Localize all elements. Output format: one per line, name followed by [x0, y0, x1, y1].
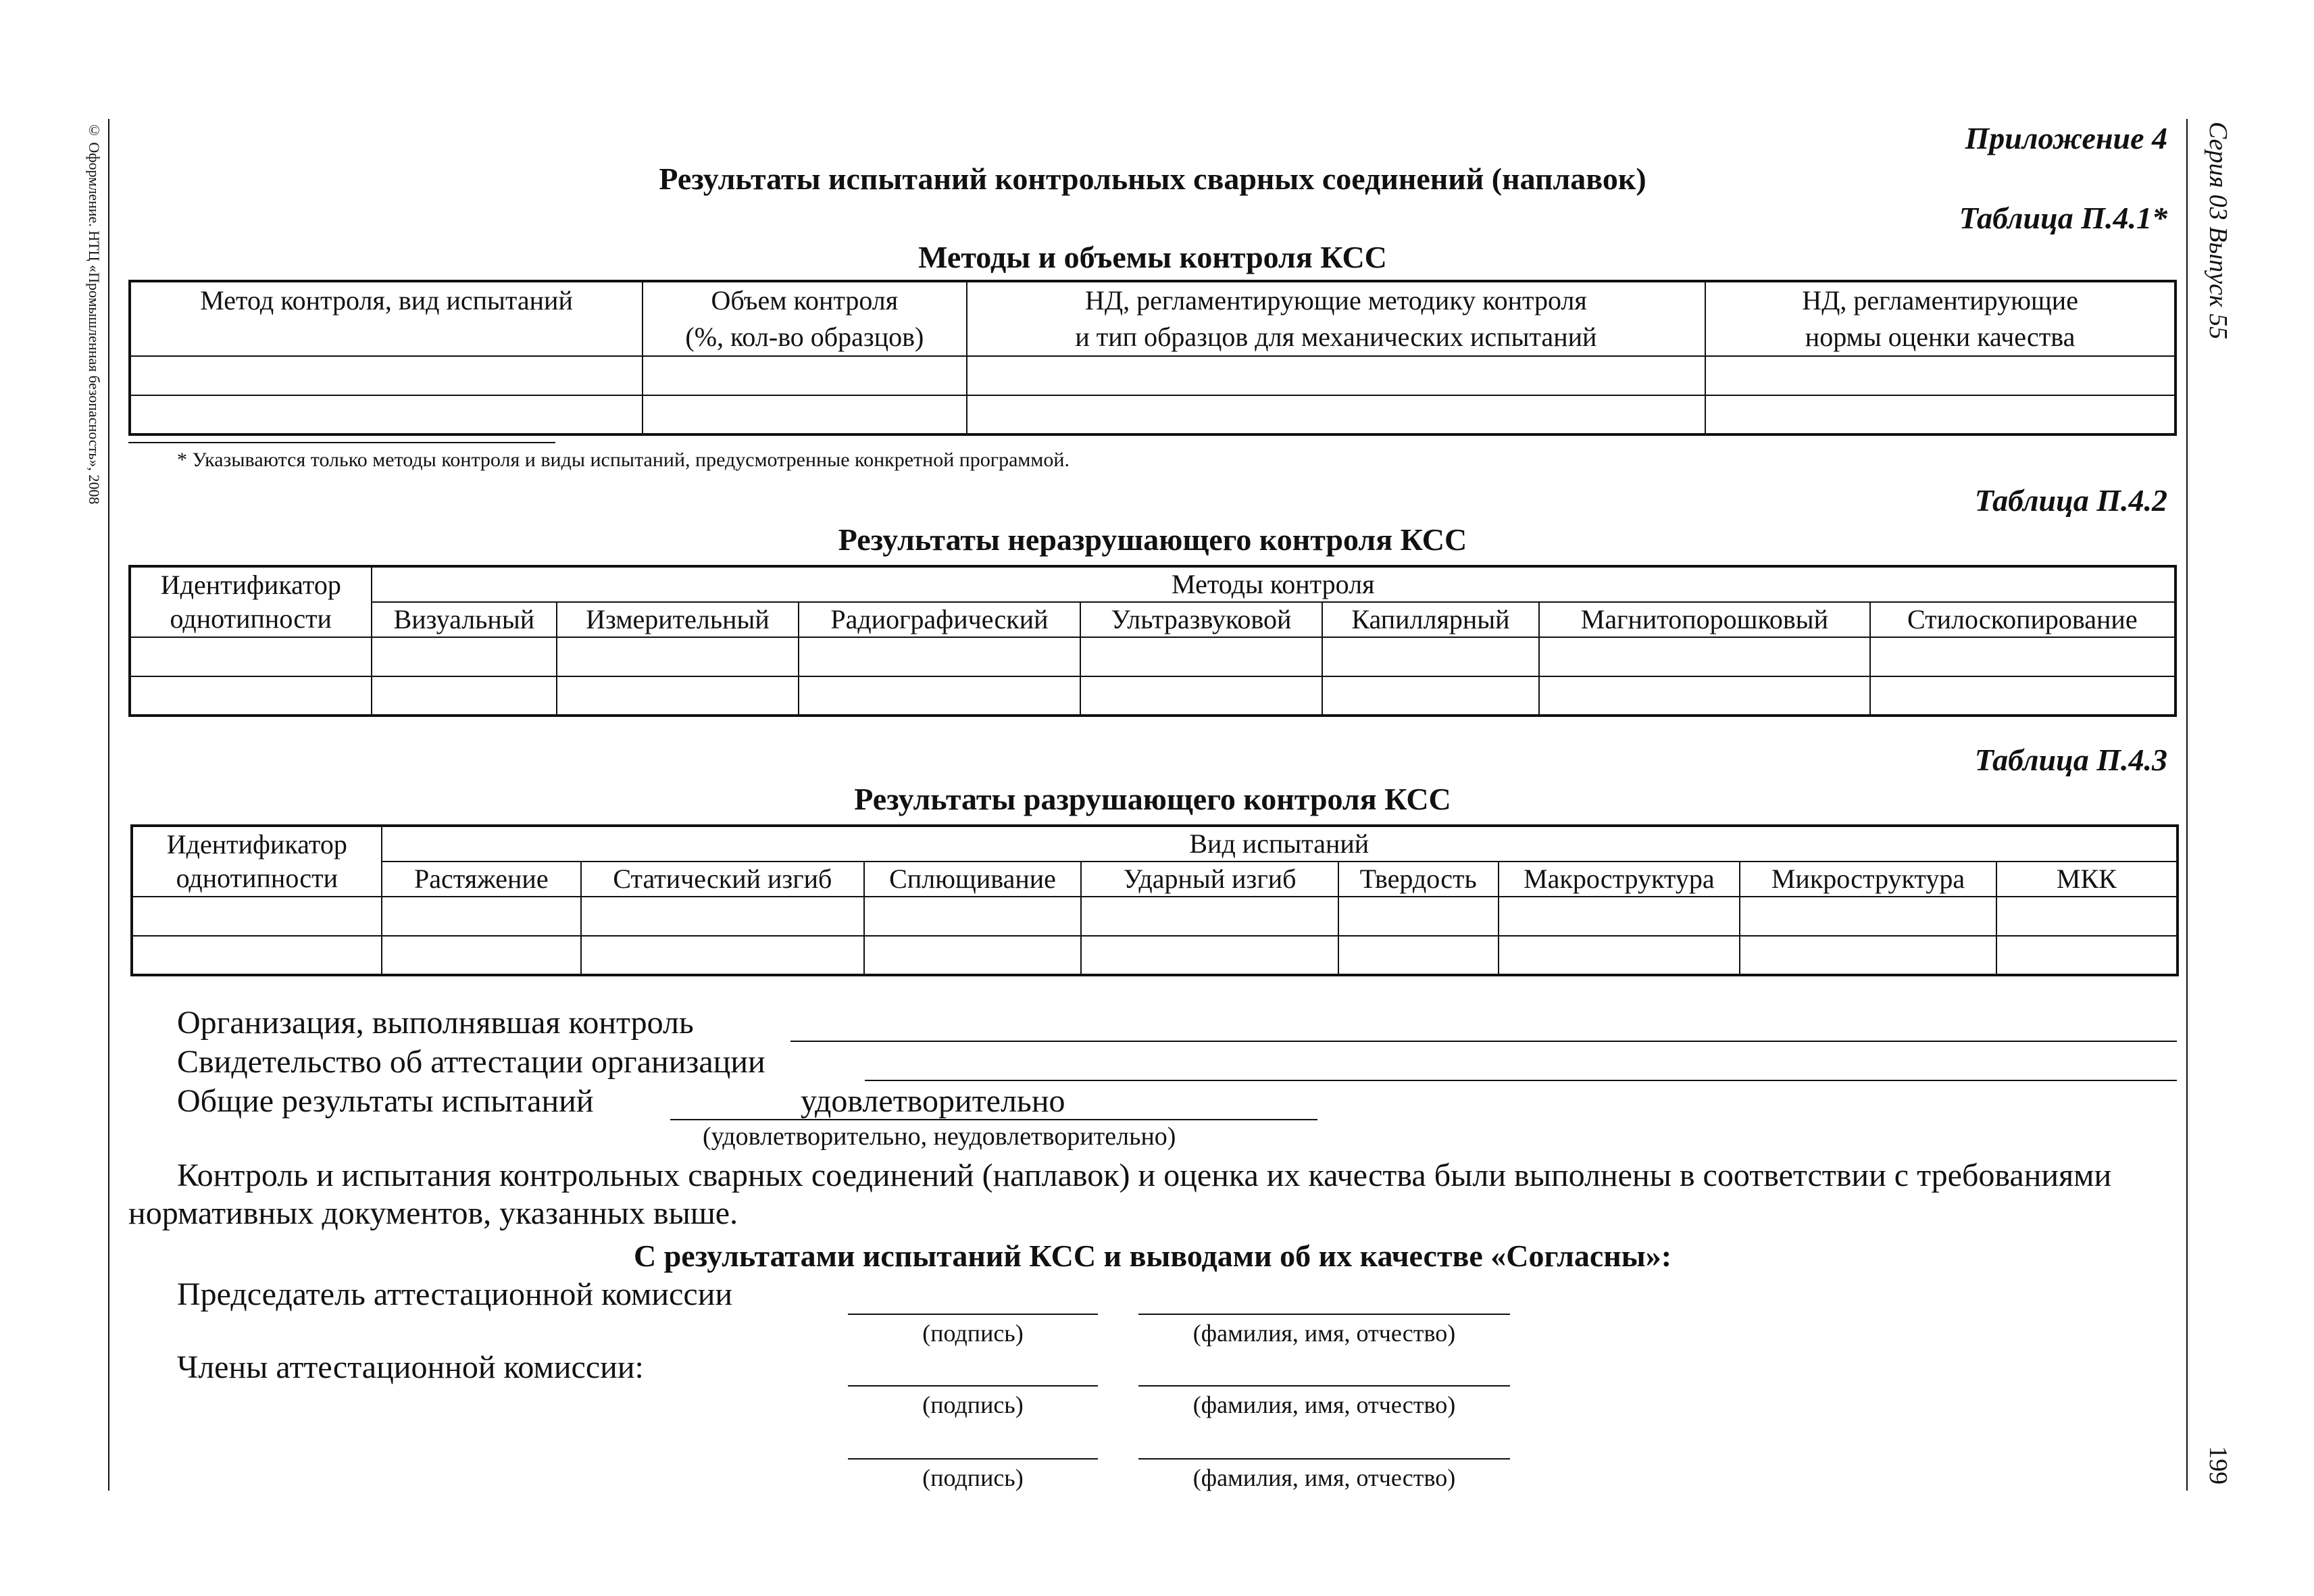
table3-col-impact-bend: Ударный изгиб	[1081, 862, 1338, 897]
agreement-heading: С результатами испытаний КСС и выводами об их качестве «Согласны»:	[633, 1239, 1672, 1273]
table3	[130, 824, 2179, 976]
table2-cell[interactable]	[1322, 676, 1540, 716]
table3-row	[132, 936, 2178, 975]
table3-cell[interactable]	[864, 936, 1082, 975]
table2-cell[interactable]	[1539, 676, 1869, 716]
member1-signature-caption: (подпись)	[922, 1391, 1024, 1418]
member1-name-line[interactable]	[1138, 1385, 1510, 1387]
cert-field-line[interactable]	[865, 1080, 2177, 1081]
table1-cell[interactable]	[967, 395, 1706, 434]
table2-cell[interactable]	[372, 637, 557, 676]
table2-cell[interactable]	[130, 637, 372, 676]
org-label: Организация, выполнявшая контроль	[177, 1005, 694, 1041]
table3-cell[interactable]	[1081, 936, 1338, 975]
conformity-paragraph: Контроль и испытания контрольных сварных соединений (наплавок) и оценка их качества были выполнены в соответствии с требованиями нормативных документов, указанных выше.	[128, 1157, 2112, 1231]
table1-title: Методы и объемы контроля КСС	[918, 240, 1387, 274]
page-number: 199	[2204, 1446, 2232, 1485]
table2-cell[interactable]	[1539, 637, 1869, 676]
table3-header-id: Идентификатор однотипности	[132, 826, 382, 897]
table1-header-method: Метод контроля, вид испытаний	[130, 281, 643, 356]
table3-cell[interactable]	[1996, 936, 2178, 975]
table1-row	[130, 356, 2175, 395]
table2-cell[interactable]	[372, 676, 557, 716]
table2-cell[interactable]	[799, 637, 1080, 676]
table3-title: Результаты разрушающего контроля КСС	[854, 782, 1451, 816]
member1-signature-line[interactable]	[848, 1385, 1098, 1387]
table3-row	[132, 897, 2178, 936]
table1-cell[interactable]	[643, 356, 966, 395]
table3-cell[interactable]	[1081, 897, 1338, 936]
results-label: Общие результаты испытаний	[177, 1083, 594, 1119]
table3-cell[interactable]	[581, 936, 864, 975]
table1-row	[130, 395, 2175, 434]
table2-cell[interactable]	[557, 676, 799, 716]
table1	[128, 280, 2177, 436]
table2	[128, 565, 2177, 717]
table3-cell[interactable]	[382, 897, 582, 936]
table3-col-hardness: Твердость	[1338, 862, 1499, 897]
table3-cell[interactable]	[581, 897, 864, 936]
chairman-name-line[interactable]	[1138, 1314, 1510, 1315]
table2-cell[interactable]	[799, 676, 1080, 716]
table2-cell[interactable]	[1870, 637, 2175, 676]
members-label: Члены аттестационной комиссии:	[177, 1349, 644, 1385]
member2-name-caption: (фамилия, имя, отчество)	[1192, 1464, 1456, 1491]
table1-cell[interactable]	[1705, 356, 2175, 395]
table2-row	[130, 676, 2175, 716]
table2-cell[interactable]	[557, 637, 799, 676]
table3-col-static-bend: Статический изгиб	[581, 862, 864, 897]
table3-col-flattening: Сплющивание	[864, 862, 1082, 897]
table2-header-id: Идентификатор однотипности	[130, 566, 372, 637]
table1-header-volume: Объем контроля (%, кол-во образцов)	[643, 281, 966, 356]
table1-header-row	[130, 281, 2175, 356]
table1-footnote: * Указываются только методы контроля и виды испытаний, предусмотренные конкретной программой.	[177, 449, 1070, 471]
table3-cell[interactable]	[1740, 936, 1996, 975]
org-field-line[interactable]	[790, 1041, 2177, 1042]
table2-header-group: Методы контроля	[372, 566, 2175, 602]
table2-cell[interactable]	[1322, 637, 1540, 676]
table2-cell[interactable]	[1870, 676, 2175, 716]
table3-col-microstructure: Микроструктура	[1740, 862, 1996, 897]
table1-cell[interactable]	[130, 356, 643, 395]
table1-cell[interactable]	[130, 395, 643, 434]
chairman-name-caption: (фамилия, имя, отчество)	[1192, 1320, 1456, 1347]
table3-col-macrostructure: Макроструктура	[1499, 862, 1740, 897]
table3-label: Таблица П.4.3	[1974, 743, 2167, 777]
table3-col-mkk: МКК	[1996, 862, 2178, 897]
table2-col-capillary: Капиллярный	[1322, 602, 1540, 637]
member2-name-line[interactable]	[1138, 1458, 1510, 1460]
table2-row	[130, 637, 2175, 676]
table2-cell[interactable]	[130, 676, 372, 716]
table2-col-styloscopy: Стилоскопирование	[1870, 602, 2175, 637]
table3-cell[interactable]	[1740, 897, 1996, 936]
table3-columns-row	[132, 862, 2178, 897]
chairman-signature-caption: (подпись)	[922, 1320, 1024, 1347]
table1-cell[interactable]	[643, 395, 966, 434]
chairman-label: Председатель аттестационной комиссии	[177, 1276, 733, 1312]
table2-col-visual: Визуальный	[372, 602, 557, 637]
table3-cell[interactable]	[1996, 897, 2178, 936]
appendix-label: Приложение 4	[1965, 121, 2167, 155]
left-margin-rule	[108, 119, 109, 1491]
member2-signature-caption: (подпись)	[922, 1464, 1024, 1491]
table2-header-row	[130, 566, 2175, 602]
results-value: удовлетворительно	[801, 1083, 1065, 1119]
table3-cell[interactable]	[382, 936, 582, 975]
table1-header-nd-method: НД, регламентирующие методику контроля и тип образцов для механических испытаний	[967, 281, 1706, 356]
table1-cell[interactable]	[967, 356, 1706, 395]
table3-cell[interactable]	[1338, 936, 1499, 975]
table2-col-ultrasonic: Ультразвуковой	[1080, 602, 1322, 637]
table2-label: Таблица П.4.2	[1974, 483, 2167, 518]
table2-col-magnetic: Магнитопорошковый	[1539, 602, 1869, 637]
table3-header-row	[132, 826, 2178, 862]
chairman-signature-line[interactable]	[848, 1314, 1098, 1315]
table3-cell[interactable]	[132, 936, 382, 975]
table3-cell[interactable]	[132, 897, 382, 936]
table2-columns-row	[130, 602, 2175, 637]
table2-col-measuring: Измерительный	[557, 602, 799, 637]
footnote-rule	[128, 442, 555, 443]
series-note: Серия 03 Выпуск 55	[2204, 122, 2232, 340]
table3-cell[interactable]	[1499, 936, 1740, 975]
table2-cell[interactable]	[1080, 637, 1322, 676]
table1-cell[interactable]	[1705, 395, 2175, 434]
cert-label: Свидетельство об аттестации организации	[177, 1044, 765, 1080]
table3-cell[interactable]	[1338, 897, 1499, 936]
copyright-note: © Оформление. НТЦ «Промышленная безопасность», 2008	[86, 122, 103, 505]
member1-name-caption: (фамилия, имя, отчество)	[1192, 1391, 1456, 1418]
table3-header-group: Вид испытаний	[382, 826, 2178, 862]
main-title: Результаты испытаний контрольных сварных соединений (наплавок)	[659, 161, 1646, 196]
table2-cell[interactable]	[1080, 676, 1322, 716]
table3-col-tension: Растяжение	[382, 862, 582, 897]
table2-col-radiographic: Радиографический	[799, 602, 1080, 637]
results-hint: (удовлетворительно, неудовлетворительно)	[703, 1122, 1176, 1151]
right-margin-rule	[2186, 119, 2188, 1491]
table2-title: Результаты неразрушающего контроля КСС	[838, 522, 1467, 557]
table1-header-nd-norms: НД, регламентирующие нормы оценки качества	[1705, 281, 2175, 356]
member2-signature-line[interactable]	[848, 1458, 1098, 1460]
table3-cell[interactable]	[1499, 897, 1740, 936]
table3-cell[interactable]	[864, 897, 1082, 936]
table1-label: Таблица П.4.1*	[1959, 201, 2167, 235]
results-field-line[interactable]	[670, 1119, 1317, 1120]
